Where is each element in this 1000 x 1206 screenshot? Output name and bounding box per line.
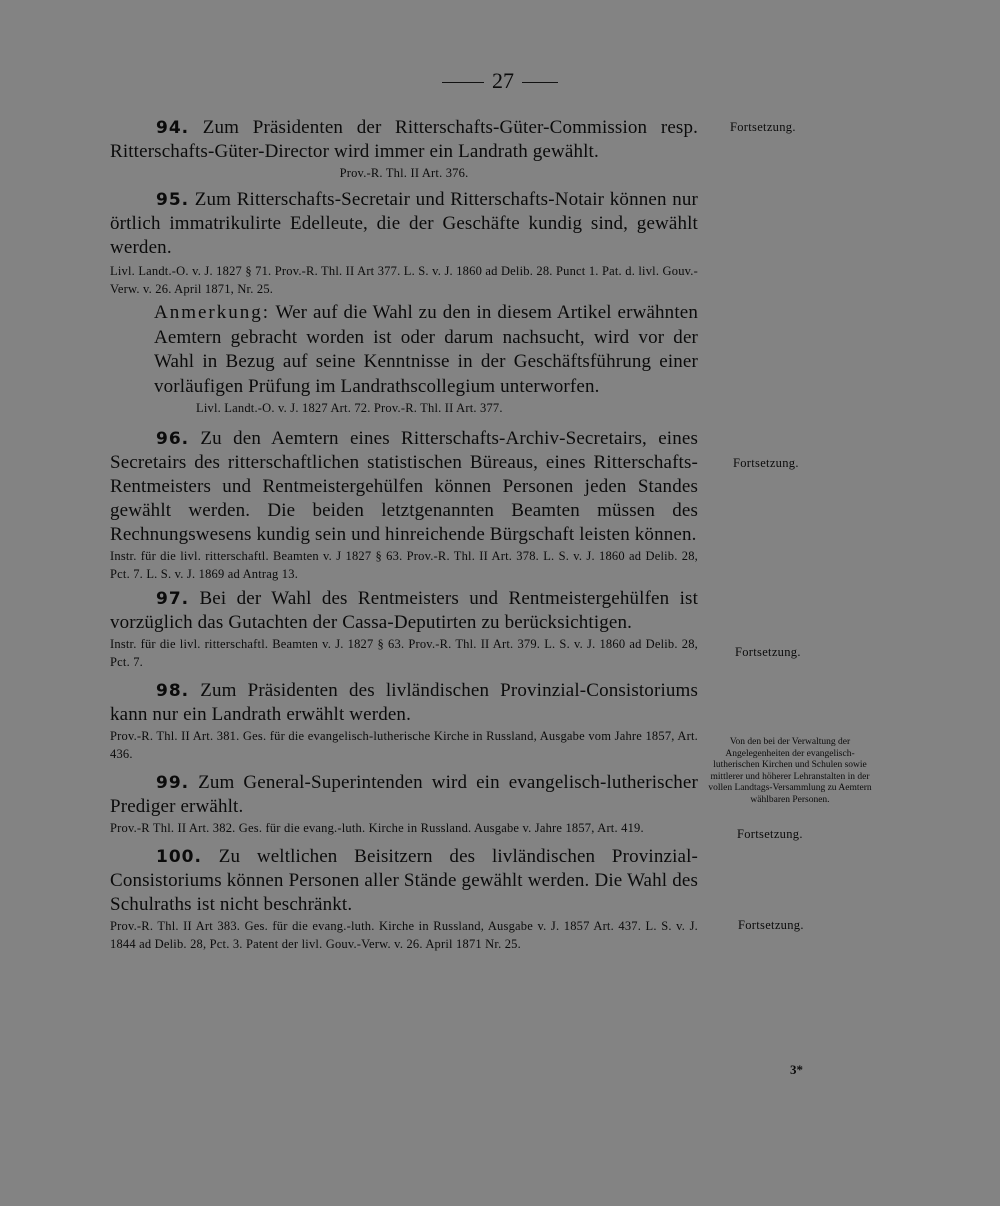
article-number: 94. [156,118,190,138]
article-100 [110,845,698,953]
margin-note-100: Fortsetzung. [738,918,804,932]
article-text: Zum General-Superintenden wird ein evangelisch-lutherischer Prediger erwählt. [110,772,698,817]
article-99-paragraph [110,771,698,819]
article-number: 98. [156,681,190,701]
article-94-paragraph [110,116,698,164]
article-96-paragraph [110,427,698,547]
article-number: 96. [156,429,190,449]
article-94 [110,116,698,182]
annotation-label: Anmerkung: [154,302,271,323]
article-text: Bei der Wahl des Rentmeisters und Rentmeistergehülfen ist vorzüglich das Gutachten der Cassa-Deputirten zu berücksichtigen. [110,588,698,633]
article-text: Zu den Aemtern eines Ritterschafts-Archiv-Secretairs, eines Secretairs des ritterschaftlichen statistischen Büreaus, eines Ritterschafts-Rentmeisters und Rentmeistergehülfen können Personen jeden Standes gewählt werden. Die beiden letztgenannten Beamten müssen des Rechnungswesens kundig sein und hinreichende Bürgschaft leisten können. [110,428,698,545]
article-text: Zum Ritterschafts-Secretair und Ritterschafts-Notair können nur örtlich immatrikulirte Edelleute, die der Geschäfte kundig sind, gewählt werden. [110,189,699,258]
citation: Instr. für die livl. ritterschaftl. Beamten v. J. 1827 § 63. Prov.-R. Thl. II Art. 379. L. S. v. J. 1860 ad Delib. 28, Pct. 7. [110,637,698,669]
signature-mark: 3* [790,1062,803,1077]
citation: Prov.-R Thl. II Art. 382. Ges. für die evang.-luth. Kirche in Russland. Ausgabe v. Jahre 1857, Art. 419. [110,821,644,835]
article-text: Zum Präsidenten der Ritterschafts-Güter-Commission resp. Ritterschafts-Güter-Director wird immer ein Landrath gewählt. [110,117,699,162]
article-97-paragraph [110,587,698,635]
annotation [154,301,698,417]
page-number [0,68,1000,94]
header-rule-right [522,82,558,83]
page-number-text: 27 [492,68,514,93]
citation: Prov.-R. Thl. II Art. 376. [339,166,469,180]
citation: Livl. Landt.-O. v. J. 1827 § 71. Prov.-R. Thl. II Art 377. L. S. v. J. 1860 ad Delib. 28. Punct 1. Pat. d. livl. Gouv.-Verw. v. 26. April 1871, Nr. 25. [110,264,698,296]
margin-note-94: Fortsetzung. [730,120,796,134]
article-number: 100. [156,847,202,867]
margin-note-99: Fortsetzung. [737,827,803,841]
citation: Prov.-R. Thl. II Art. 381. Ges. für die evangelisch-lutherische Kirche in Russland, Ausgabe vom Jahre 1857, Art. 436. [110,729,698,761]
annotation-citation: Livl. Landt.-O. v. J. 1827 Art. 72. Prov.-R. Thl. II Art. 377. [196,401,503,415]
annotation-text: Wer auf die Wahl zu den in diesem Artikel erwähnten Aemtern gebracht worden ist oder darum nachsucht, wird vor der Wahl in Bezug auf seine Kenntnisse in der Geschäftsführung einer vorläufigen Prüfung im Landrathscollegium unterworfen. [154,302,698,397]
citation: Instr. für die livl. ritterschaftl. Beamten v. J 1827 § 63. Prov.-R. Thl. II Art. 378. L. S. v. J. 1860 ad Delib. 28, Pct. 7. L. S. v. J. 1869 ad Antrag 13. [110,549,698,581]
article-95-paragraph [110,188,698,260]
article-95 [110,188,698,417]
article-number: 99. [156,773,190,793]
article-98 [110,679,698,763]
article-97 [110,587,698,671]
margin-note-96: Fortsetzung. [733,456,799,470]
article-text: Zu weltlichen Beisitzern des livländischen Provinzial-Consistoriums können Personen aller Stände gewählt werden. Die Wahl des Schulraths ist nicht beschränkt. [110,846,698,915]
margin-note-98: Von den bei der Verwaltung der Angelegenheiten der evangelisch-lutherischen Kirchen und Schulen sowie mittlerer und höherer Lehranstalten in der vollen Landtags-Versammlung zu Aemtern wählbaren Personen. [708,737,872,805]
article-99 [110,771,698,837]
article-100-paragraph [110,845,698,917]
citation: Prov.-R. Thl. II Art 383. Ges. für die evang.-luth. Kirche in Russland, Ausgabe v. J. 1857 Art. 437. L. S. v. J. 1844 ad Delib. 28, Pct. 3. Patent der livl. Gouv.-Verw. v. 26. April 1871 Nr. 25. [110,919,698,951]
article-98-paragraph [110,679,698,727]
main-text [110,112,698,953]
article-text: Zum Präsidenten des livländischen Provinzial-Consistoriums kann nur ein Landrath erwählt werden. [110,680,698,725]
article-number: 97. [156,589,190,609]
article-number: 95. [156,190,190,210]
margin-note-97: Fortsetzung. [735,645,801,659]
article-96 [110,427,698,583]
header-rule-left [442,82,484,83]
annotation-paragraph [154,301,698,399]
